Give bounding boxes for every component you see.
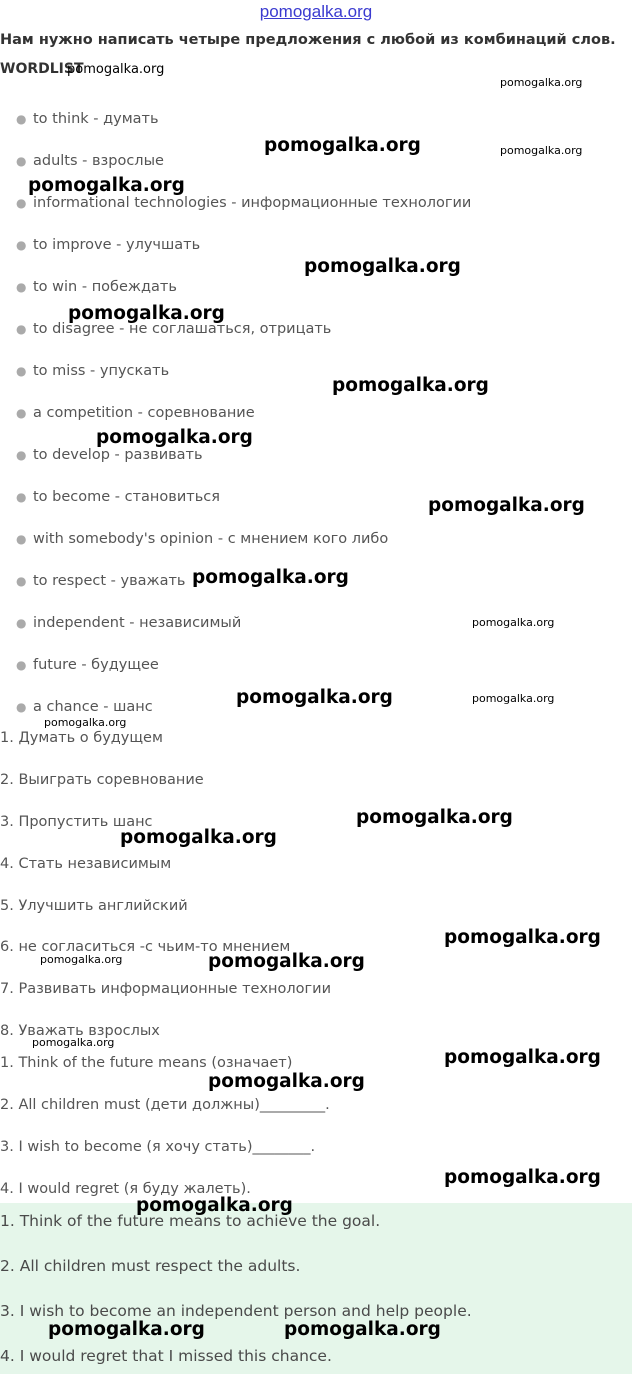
combination-item: 1. Думать о будущем	[0, 730, 163, 746]
combination-item: 8. Уважать взрослых	[0, 1023, 160, 1039]
watermark: pomogalka.org	[208, 951, 365, 972]
wordlist-item: ● to think - думать	[16, 111, 159, 127]
answer-item: 1. Think of the future means to achieve the goal.	[0, 1212, 381, 1230]
watermark: pomogalka.org	[40, 953, 123, 966]
wordlist-item: ● informational technologies - информационные технологии	[16, 195, 472, 211]
wordlist-item: ● to develop - развивать	[16, 447, 203, 463]
task-title: Нам нужно написать четыре предложения с любой из комбинаций слов.	[0, 32, 616, 48]
watermark: pomogalka.org	[444, 1167, 601, 1188]
watermark: pomogalka.org	[192, 567, 349, 588]
bullet-icon: ●	[16, 196, 27, 210]
bullet-icon: ●	[16, 406, 27, 420]
watermark: pomogalka.org	[120, 827, 277, 848]
watermark: pomogalka.org	[264, 135, 421, 156]
prompt-item: 4. I would regret (я буду жалеть).	[0, 1181, 251, 1197]
watermark: pomogalka.org	[472, 692, 555, 705]
bullet-icon: ●	[16, 616, 27, 630]
watermark: pomogalka.org	[304, 256, 461, 277]
combination-item: 2. Выиграть соревнование	[0, 772, 204, 788]
watermark: pomogalka.org	[48, 1319, 205, 1340]
wordlist-item: ● a chance - шанс	[16, 699, 153, 715]
watermark: pomogalka.org	[500, 76, 583, 89]
bullet-icon: ●	[16, 532, 27, 546]
prompt-item: 2. All children must (дети должны)_________.	[0, 1097, 330, 1113]
bullet-icon: ●	[16, 448, 27, 462]
wordlist-item: ● adults - взрослые	[16, 153, 164, 169]
bullet-icon: ●	[16, 364, 27, 378]
wordlist-item: ● future - будущее	[16, 657, 159, 673]
combination-item: 6. не согласиться -с чьим-то мнением	[0, 939, 291, 955]
watermark: pomogalka.org	[236, 687, 393, 708]
wordlist-item: ● to miss - упускать	[16, 363, 170, 379]
watermark: pomogalka.org	[444, 1047, 601, 1068]
wordlist-item: ● to respect - уважать	[16, 573, 186, 589]
bullet-icon: ●	[16, 112, 27, 126]
bullet-icon: ●	[16, 658, 27, 672]
wordlist-title: WORDLIST	[0, 61, 84, 77]
wordlist-item: ● independent - независимый	[16, 615, 242, 631]
wordlist-item: ● a competition - соревнование	[16, 405, 255, 421]
bullet-icon: ●	[16, 154, 27, 168]
watermark: pomogalka.org	[208, 1071, 365, 1092]
bullet-icon: ●	[16, 574, 27, 588]
bullet-icon: ●	[16, 322, 27, 336]
watermark: pomogalka.org	[444, 927, 601, 948]
combination-item: 5. Улучшить английский	[0, 898, 188, 914]
bullet-icon: ●	[16, 490, 27, 504]
answer-item: 2. All children must respect the adults.	[0, 1257, 301, 1275]
watermark: pomogalka.org	[356, 807, 513, 828]
watermark: pomogalka.org	[472, 616, 555, 629]
watermark: pomogalka.org	[136, 1195, 293, 1216]
site-link[interactable]: pomogalka.org	[259, 2, 373, 21]
combination-item: 7. Развивать информационные технологии	[0, 981, 331, 997]
watermark: pomogalka.org	[500, 144, 583, 157]
wordlist-item: ● with somebody's opinion - с мнением кого либо	[16, 531, 389, 547]
watermark: pomogalka.org	[332, 375, 489, 396]
combination-item: 3. Пропустить шанс	[0, 814, 153, 830]
watermark: pomogalka.org	[428, 495, 585, 516]
bullet-icon: ●	[16, 238, 27, 252]
watermark: pomogalka.org	[96, 427, 253, 448]
watermark: pomogalka.org	[32, 1036, 115, 1049]
bullet-icon: ●	[16, 280, 27, 294]
wordlist-item: ● to win - побеждать	[16, 279, 177, 295]
watermark: pomogalka.org	[68, 303, 225, 324]
wordlist-item: ● to improve - улучшать	[16, 237, 201, 253]
wordlist-item: ● to disagree - не соглашаться, отрицать	[16, 321, 332, 337]
watermark: pomogalka.org	[44, 716, 127, 729]
bullet-icon: ●	[16, 700, 27, 714]
prompt-item: 1. Think of the future means (означает)	[0, 1055, 293, 1071]
watermark: pomogalka.org	[28, 175, 185, 196]
watermark: pomogalka.org	[67, 62, 165, 77]
prompt-item: 3. I wish to become (я хочу стать)________.	[0, 1139, 316, 1155]
combination-item: 4. Стать независимым	[0, 856, 172, 872]
answer-item: 3. I wish to become an independent person and help people.	[0, 1302, 472, 1320]
answer-item: 4. I would regret that I missed this chance.	[0, 1347, 332, 1365]
watermark: pomogalka.org	[284, 1319, 441, 1340]
wordlist-item: ● to become - становиться	[16, 489, 220, 505]
